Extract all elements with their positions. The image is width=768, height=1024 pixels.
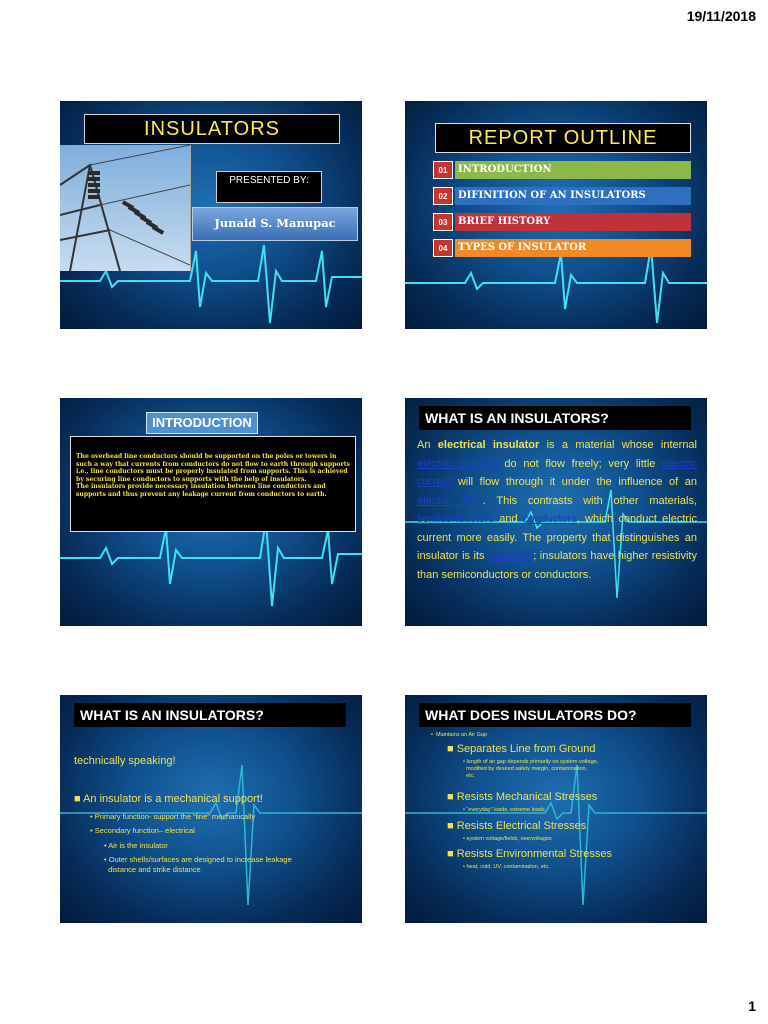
bullet-environmental-stresses: ■ Resists Environmental Stresses <box>447 848 612 860</box>
bullet-text: etc. <box>466 773 475 779</box>
slide-title: WHAT IS AN INSULATORS? <box>74 703 346 727</box>
presenter-name: Junaid S. Manupac <box>192 207 358 241</box>
bullet-text: Resists Electrical Stresses <box>456 820 587 832</box>
introduction-paragraph-2: The insulators provide necessary insulation between line conductors and supports and thus prevent any leakage current from conductors to earth. <box>76 483 327 498</box>
bullet-separates-line: ■ Separates Line from Ground <box>447 743 596 755</box>
link-semiconductors[interactable]: semiconductors <box>417 513 495 525</box>
text-run: , which conduct electric current more easily. The property that distinguishes an insulator is its <box>417 513 698 562</box>
introduction-text-box <box>70 436 356 532</box>
presented-by-label: PRESENTED BY: <box>216 171 322 203</box>
power-line-insulator-photo <box>60 145 191 271</box>
text-run: ; insulators have higher resistivity than semiconductors or conductors. <box>417 550 697 581</box>
link-electric-charges[interactable]: electric charges <box>417 457 498 470</box>
sub-bullet-air-gap-length: • length of air gap depends primarily on system voltage, modified by desired safety margin, contamination, etc. <box>463 759 599 779</box>
bullet-text: Secondary function– electrical <box>94 826 195 835</box>
link-electric-field[interactable]: electric field <box>417 494 483 507</box>
bullet-text: length of air gap depends primarily on system voltage, <box>466 759 599 765</box>
sub-sub-bullet-shells: • Outer shells/surfaces are designed to increase leakage distance and strike distance <box>104 855 292 874</box>
insulator-definition-text <box>417 436 697 584</box>
bullet-text: Separates Line from Ground <box>456 743 596 755</box>
link-electric-current[interactable]: electric current <box>417 457 697 488</box>
link-resistivity[interactable]: resistivity <box>488 550 534 562</box>
link-conductors[interactable]: conductors <box>522 513 577 525</box>
outline-number: 02 <box>433 187 453 205</box>
introduction-paragraph-1: The overhead line conductors should be supported on the poles or towers in such a way that currents from conductors do not flow to earth through supports i.e., line conductors must be properly insulated from supports. This is achieved by securing line conductors to supports with the help of insulators. <box>76 453 350 483</box>
bullet-text: modified by desired safety margin, contamination, <box>466 766 588 772</box>
bullet-text: Resists Mechanical Stresses <box>456 791 598 803</box>
ecg-line-graphic <box>405 695 707 923</box>
text-run: and <box>494 513 523 525</box>
bullet-text: Air is the insulator <box>108 841 168 850</box>
sub-sub-bullet-air: • Air is the insulator <box>104 841 168 850</box>
bullet-text: system voltage/fields, overvoltages <box>466 836 552 842</box>
term-electrical-insulator: electrical insulator <box>437 439 540 451</box>
bullet-text: An insulator is a mechanical support! <box>83 793 263 805</box>
outline-label: BRIEF HISTORY <box>455 213 691 231</box>
page-number: 1 <box>748 998 756 1014</box>
slide-6-thumbnail <box>405 695 707 923</box>
intro-text: technically speaking! <box>74 755 176 767</box>
text-run: An <box>417 439 438 451</box>
slide-3-thumbnail <box>60 398 362 626</box>
slide-title: INTRODUCTION <box>146 412 258 434</box>
sub-bullet-voltages: • system voltage/fields, overvoltages <box>463 836 552 842</box>
sub-bullet-secondary: • Secondary function– electrical <box>90 826 195 835</box>
ecg-line-graphic <box>60 695 362 923</box>
slide-2-thumbnail <box>405 101 707 329</box>
slide-title: INSULATORS <box>84 114 340 144</box>
slide-title: WHAT DOES INSULATORS DO? <box>419 703 691 727</box>
outline-number: 01 <box>433 161 453 179</box>
bullet-mechanical-stresses: ■ Resists Mechanical Stresses <box>447 791 598 803</box>
text-run: do not flow freely; very little <box>497 457 663 470</box>
slide-5-thumbnail <box>60 695 362 923</box>
outline-number: 04 <box>433 239 453 257</box>
bullet-text: distance and strike distance <box>108 865 201 874</box>
bullet-text: “everyday” loads, extreme loads <box>466 807 545 813</box>
outline-number: 03 <box>433 213 453 231</box>
outline-label: TYPES OF INSULATOR <box>455 239 691 257</box>
text-run: . This contrasts with other materials, <box>482 494 697 507</box>
outline-label: INTRODUCTION <box>455 161 691 179</box>
bullet-mechanical-support: ■ An insulator is a mechanical support! <box>74 793 263 805</box>
bullet-electrical-stresses: ■ Resists Electrical Stresses <box>447 820 587 832</box>
text-run: will flow through it under the influence of an <box>451 476 697 488</box>
bullet-text: heat, cold, UV, contamination, etc. <box>466 864 550 870</box>
bullet-air-gap: • Maintains an Air Gap <box>431 732 488 738</box>
bullet-text: Maintains an Air Gap <box>435 732 488 738</box>
slide-title: REPORT OUTLINE <box>435 123 691 153</box>
bullet-text: Primary function- support the “line” mechanically <box>94 812 256 821</box>
bullet-text: Outer shells/surfaces are designed to increase leakage <box>108 855 292 864</box>
outline-label: DIFINITION OF AN INSULATORS <box>455 187 691 205</box>
sub-bullet-environment: • heat, cold, UV, contamination, etc. <box>463 864 550 870</box>
sub-bullet-primary: • Primary function- support the “line” mechanically <box>90 812 256 821</box>
sub-bullet-loads: • “everyday” loads, extreme loads <box>463 807 545 813</box>
text-run: is a material whose internal <box>539 439 697 451</box>
slide-1-thumbnail <box>60 101 362 329</box>
slide-title: WHAT IS AN INSULATORS? <box>419 406 691 430</box>
header-date: 19/11/2018 <box>686 8 756 24</box>
bullet-text: Resists Environmental Stresses <box>456 848 612 860</box>
slide-4-thumbnail <box>405 398 707 626</box>
